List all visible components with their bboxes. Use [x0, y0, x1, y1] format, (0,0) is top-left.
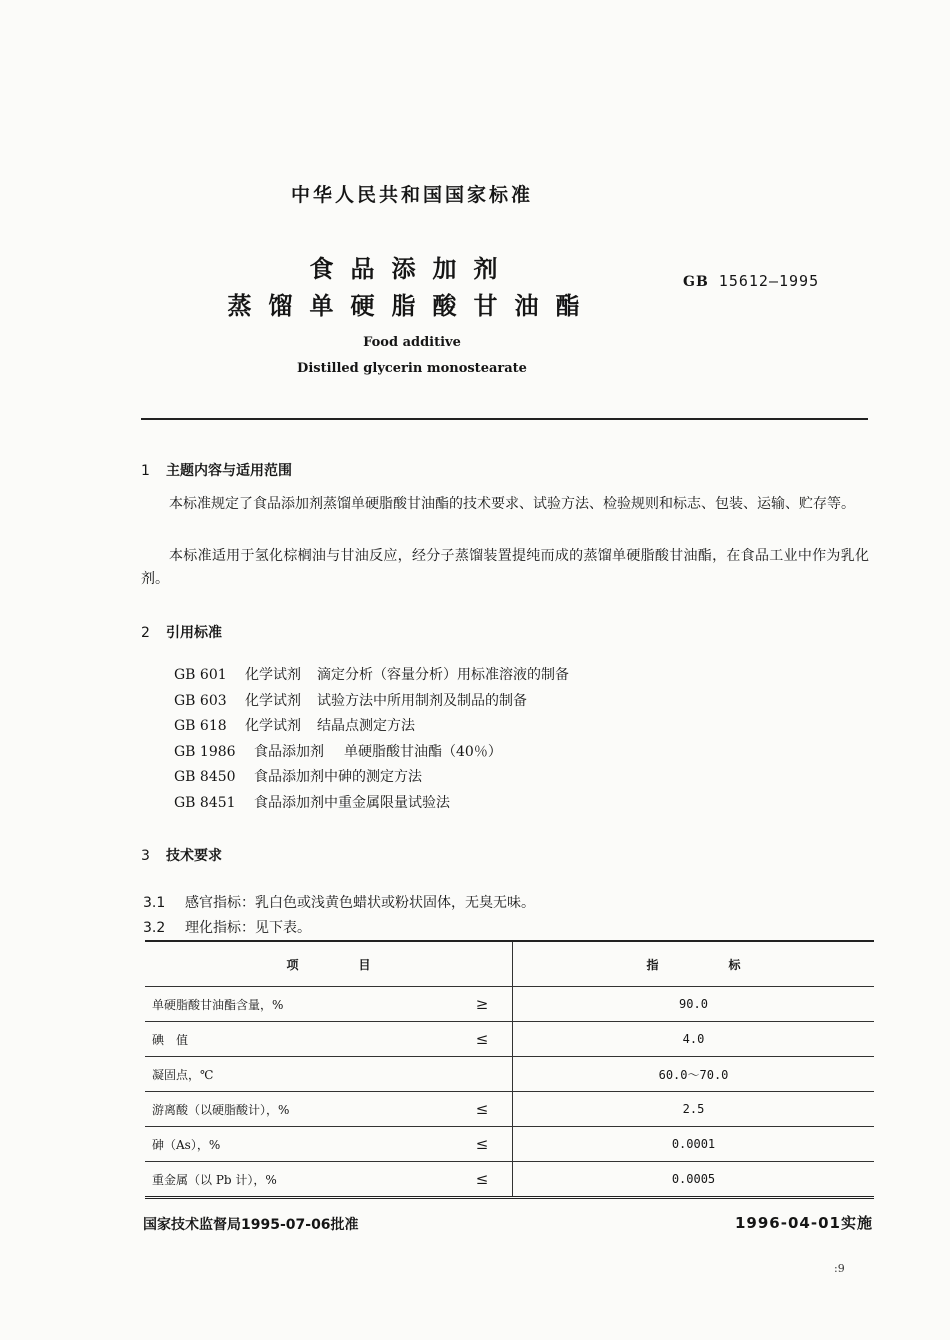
operator-cell: ≤: [452, 1092, 513, 1127]
table-row: [145, 1162, 874, 1198]
national-standard-heading: 中华人民共和国国家标准: [290, 184, 533, 206]
list-item: [174, 741, 569, 767]
value-cell: 4.0: [682, 1032, 705, 1046]
table-header-row: [145, 941, 874, 987]
item-cell: 碘 值: [152, 1032, 189, 1047]
list-item: [174, 690, 569, 716]
item-cell: 砷（As），%: [152, 1137, 221, 1152]
section-number: 3: [141, 848, 150, 864]
operator-cell: ≤: [452, 1162, 513, 1198]
operator-cell: ≤: [452, 1127, 513, 1162]
item-cell: 游离酸（以硬脂酸计），%: [152, 1102, 290, 1117]
ref-code: GB 601: [174, 667, 227, 683]
requirement-3-1: [143, 892, 535, 912]
approval-date: 国家技术监督局1995-07-06批准: [143, 1217, 359, 1233]
table-row: [145, 1127, 874, 1162]
page-number: :9: [834, 1262, 845, 1275]
ref-category: 化学试剂: [245, 692, 301, 709]
section-number: 1: [141, 463, 150, 479]
clause-number: 3.2: [143, 920, 166, 936]
clause-text: 理化指标：见下表。: [185, 920, 311, 936]
ref-title: 食品添加剂中砷的测定方法: [254, 769, 422, 785]
section-2-heading: [141, 622, 222, 642]
value-cell: 2.5: [682, 1102, 705, 1116]
table-row: [145, 987, 874, 1022]
list-item: [174, 664, 569, 690]
ref-category: 食品添加剂: [254, 743, 324, 760]
english-title-line-1: Food additive: [363, 335, 461, 350]
referenced-standards-list: [174, 664, 569, 817]
section-title: 技术要求: [166, 848, 222, 864]
list-item: [174, 766, 569, 792]
requirement-3-2: [143, 917, 311, 937]
section-title: 引用标准: [166, 625, 222, 641]
operator-cell: ≥: [452, 987, 513, 1022]
ref-code: GB 8451: [174, 794, 236, 811]
title-line-1: 食品添加剂: [309, 255, 515, 283]
section-number: 2: [141, 625, 150, 641]
implementation-date: 1996-04-01实施: [735, 1214, 873, 1232]
ref-title: 结晶点测定方法: [317, 718, 415, 734]
ref-code: GB 1986: [174, 743, 236, 760]
value-cell: 90.0: [679, 997, 708, 1011]
ref-category: 化学试剂: [245, 718, 301, 734]
ref-title: 试验方法中所用制剂及制品的制备: [317, 692, 527, 709]
list-item: [174, 715, 569, 741]
value-cell: 0.0005: [671, 1172, 716, 1186]
operator-cell: [452, 1057, 513, 1092]
physicochemical-spec-table: [145, 940, 874, 1199]
english-title-line-2: Distilled glycerin monostearate: [297, 361, 527, 376]
item-cell: 单硬脂酸甘油酯含量，%: [152, 997, 284, 1012]
section-1-heading: [141, 460, 292, 480]
section-title: 主题内容与适用范围: [166, 463, 292, 479]
ref-title: 食品添加剂中重金属限量试验法: [254, 794, 450, 811]
ref-code: GB 618: [174, 718, 227, 734]
standard-code: 15612—1995: [718, 272, 820, 290]
clause-number: 3.1: [143, 895, 166, 911]
table-row: [145, 1092, 874, 1127]
header-divider: [141, 418, 868, 420]
value-cell: 60.0～70.0: [658, 1067, 729, 1082]
ref-code: GB 8450: [174, 769, 236, 785]
section-1-paragraph-2: 本标准适用于氢化棕榈油与甘油反应，经分子蒸馏装置提纯而成的蒸馏单硬脂酸甘油酯，在食品工业中作为乳化剂。: [141, 548, 869, 587]
ref-code: GB 603: [174, 692, 227, 709]
standard-number: [683, 272, 819, 290]
header-item: 项目: [145, 941, 513, 987]
item-cell: 凝固点，℃: [152, 1067, 214, 1082]
ref-title: 滴定分析（容量分析）用标准溶液的制备: [317, 667, 569, 683]
value-cell: 0.0001: [671, 1137, 716, 1151]
list-item: [174, 792, 569, 818]
table-row: [145, 1022, 874, 1057]
section-3-heading: [141, 845, 222, 865]
operator-cell: ≤: [452, 1022, 513, 1057]
title-line-2: 蒸馏单硬脂酸甘油酯: [227, 292, 597, 320]
item-cell: 重金属（以 Pb 计），%: [152, 1172, 277, 1187]
clause-text: 感官指标：乳白色或浅黄色蜡状或粉状固体，无臭无味。: [185, 895, 535, 911]
ref-category: 化学试剂: [245, 667, 301, 683]
section-1-paragraph-1: 本标准规定了食品添加剂蒸馏单硬脂酸甘油酯的技术要求、试验方法、检验规则和标志、包装、运输、贮存等。: [169, 496, 855, 512]
table-row: [145, 1057, 874, 1092]
header-indicator: 指标: [646, 957, 811, 972]
standard-prefix: GB: [683, 274, 709, 290]
ref-title: 单硬脂酸甘油酯（40％）: [344, 743, 502, 760]
